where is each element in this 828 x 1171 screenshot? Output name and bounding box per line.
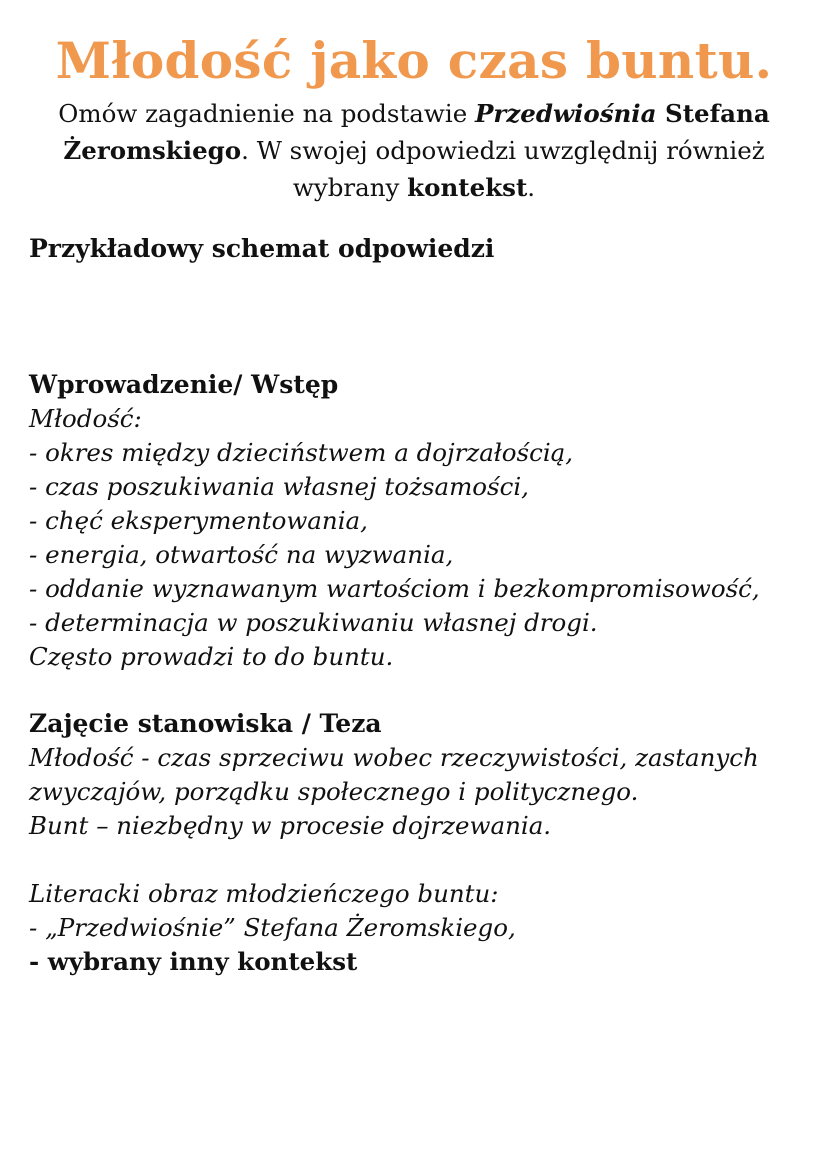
list-item: - energia, otwartość na wyzwania,	[29, 540, 454, 569]
intro-text-1: Omów zagadnienie na podstawie	[58, 99, 475, 128]
thesis-line: Młodość - czas sprzeciwu wobec rzeczywistości, zastanych	[29, 743, 759, 772]
thesis-line: zwyczajów, porządku społecznego i politycznego.	[29, 777, 639, 806]
thesis-content	[29, 741, 809, 843]
intro-author: Stefana Żeromskiego	[63, 99, 770, 165]
intro-context-word: kontekst	[407, 173, 528, 202]
intro-book-title: Przedwiośnia	[475, 99, 657, 128]
literary-item: - „Przedwiośnie” Stefana Żeromskiego,	[29, 913, 516, 942]
section-heading-introduction: Wprowadzenie/ Wstęp	[29, 370, 339, 399]
schema-heading: Przykładowy schemat odpowiedzi	[29, 234, 495, 263]
section-heading-thesis: Zajęcie stanowiska / Teza	[29, 709, 382, 738]
other-context-label: wybrany inny kontekst	[47, 947, 358, 976]
introduction-conclusion: Często prowadzi to do buntu.	[29, 642, 394, 671]
list-item: - czas poszukiwania własnej tożsamości,	[29, 472, 529, 501]
page-title: Młodość jako czas buntu.	[55, 31, 773, 90]
literary-item-other-context	[29, 945, 809, 979]
intro-text-2: . W swojej odpowiedzi uwzględnij również wybrany	[241, 136, 765, 202]
thesis-line: Bunt – niezbędny w procesie dojrzewania.	[29, 811, 552, 840]
list-item: - oddanie wyznawanym wartościom i bezkompromisowość,	[29, 574, 760, 603]
literary-content	[29, 877, 809, 979]
literary-item-prefix: -	[29, 947, 48, 976]
list-item: - okres między dzieciństwem a dojrzałością,	[29, 438, 574, 467]
literary-label: Literacki obraz młodzieńczego buntu:	[29, 879, 499, 908]
youth-label: Młodość:	[29, 404, 142, 433]
introduction-content	[29, 402, 809, 674]
list-item: - determinacja w poszukiwaniu własnej drogi.	[29, 608, 598, 637]
task-description	[40, 95, 788, 206]
list-item: - chęć eksperymentowania,	[29, 506, 368, 535]
intro-text-3: .	[527, 173, 536, 202]
